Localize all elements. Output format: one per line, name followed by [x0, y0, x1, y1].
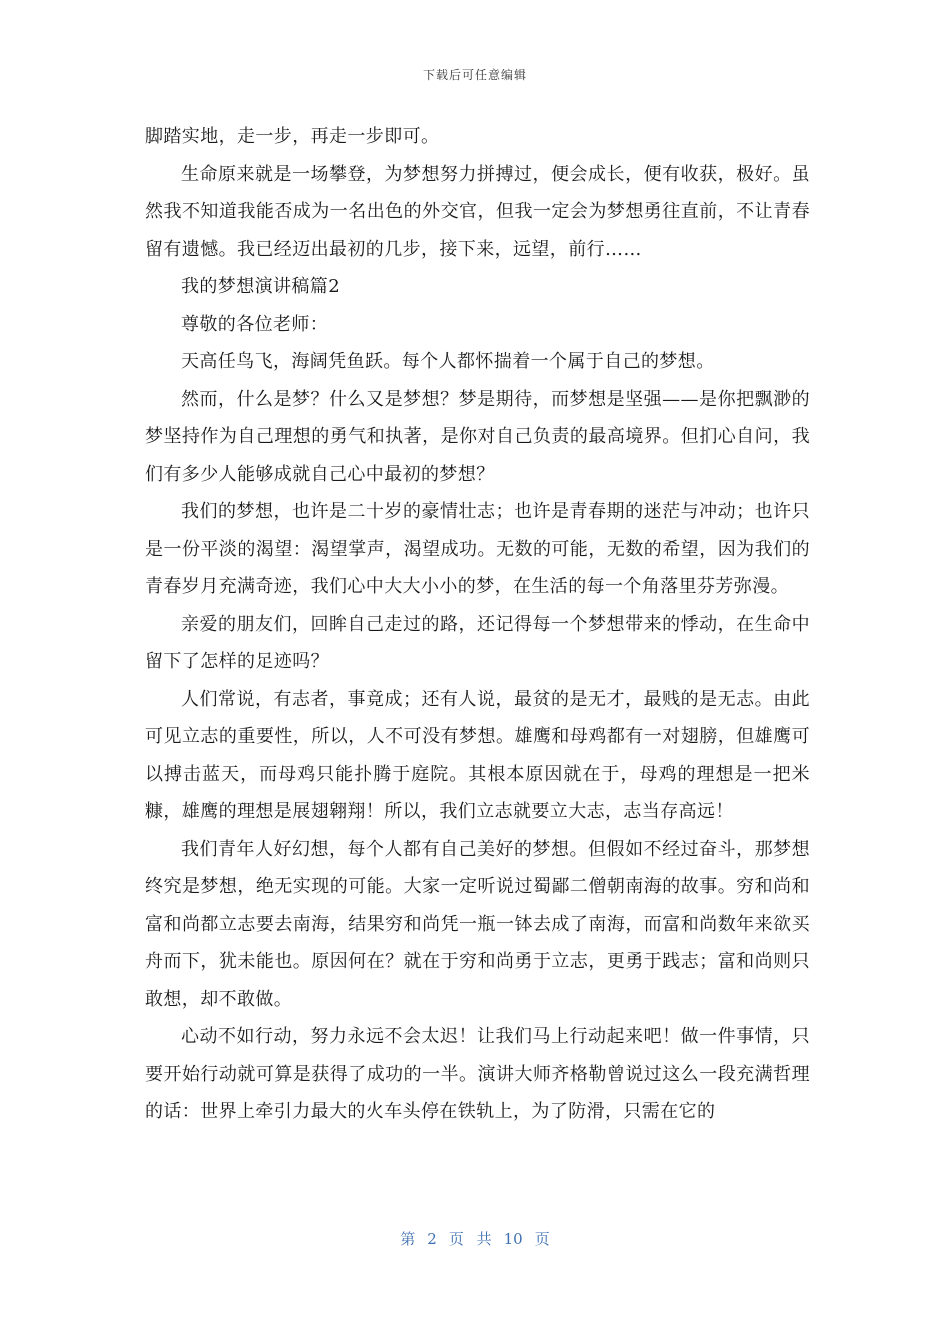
footer-label-page: 第	[400, 1230, 416, 1248]
page-footer	[0, 1228, 950, 1249]
paragraph: 人们常说，有志者，事竟成；还有人说，最贫的是无才，最贱的是无志。由此可见立志的重要性，所以，人不可没有梦想。雄鹰和母鸡都有一对翅膀，但雄鹰可以搏击蓝天，而母鸡只能扑腾于庭院。其根本原因就在于，母鸡的理想是一把米糠，雄鹰的理想是展翅翱翔！所以，我们立志就要立大志，志当存高远！	[145, 688, 810, 822]
footer-label-suffix: 页	[534, 1230, 550, 1248]
paragraph: 我们的梦想，也许是二十岁的豪情壮志；也许是青春期的迷茫与冲动；也许只是一份平淡的渴望：渴望掌声，渴望成功。无数的可能，无数的希望，因为我们的青春岁月充满奇迹，我们心中大大小小的梦，在生活的每一个角落里芬芳弥漫。	[145, 501, 810, 597]
footer-total-pages: 10	[503, 1230, 523, 1248]
paragraph: 然而，什么是梦？什么又是梦想？梦是期待，而梦想是坚强——是你把飘渺的梦坚持作为自己理想的勇气和执著，是你对自己负责的最高境界。但扪心自问，我们有多少人能够成就自己心中最初的梦想？	[145, 388, 810, 485]
paragraph: 生命原来就是一场攀登，为梦想努力拼搏过，便会成长，便有收获，极好。虽然我不知道我能否成为一名出色的外交官，但我一定会为梦想勇往直前，不让青春留有遗憾。我已经迈出最初的几步，接下来，远望，前行……	[145, 163, 810, 260]
footer-current-page: 2	[427, 1230, 437, 1248]
paragraph: 脚踏实地，走一步，再走一步即可。	[145, 126, 440, 147]
paragraph: 天高任鸟飞，海阔凭鱼跃。每个人都怀揣着一个属于自己的梦想。	[181, 351, 715, 372]
document-body	[145, 118, 810, 1131]
footer-label-of: 页 共	[448, 1230, 492, 1248]
page-header: 下载后可任意编辑	[422, 68, 527, 82]
paragraph: 心动不如行动，努力永远不会太迟！让我们马上行动起来吧！做一件事情，只要开始行动就可算是获得了成功的一半。演讲大师齐格勒曾说过这么一段充满哲理的话：世界上牵引力最大的火车头停在铁轨上，为了防滑，只需在它的	[145, 1026, 810, 1122]
salutation: 尊敬的各位老师：	[181, 313, 329, 335]
section-title: 我的梦想演讲稿篇2	[181, 276, 341, 297]
paragraph: 亲爱的朋友们，回眸自己走过的路，还记得每一个梦想带来的悸动，在生命中留下了怎样的足迹吗？	[145, 613, 810, 672]
paragraph: 我们青年人好幻想，每个人都有自己美好的梦想。但假如不经过奋斗，那梦想终究是梦想，绝无实现的可能。大家一定听说过蜀鄙二僧朝南海的故事。穷和尚和富和尚都立志要去南海，结果穷和尚凭一瓶一钵去成了南海，而富和尚数年来欲买舟而下，犹未能也。原因何在？就在于穷和尚勇于立志，更勇于践志；富和尚则只敢想，却不敢做。	[145, 838, 810, 1010]
